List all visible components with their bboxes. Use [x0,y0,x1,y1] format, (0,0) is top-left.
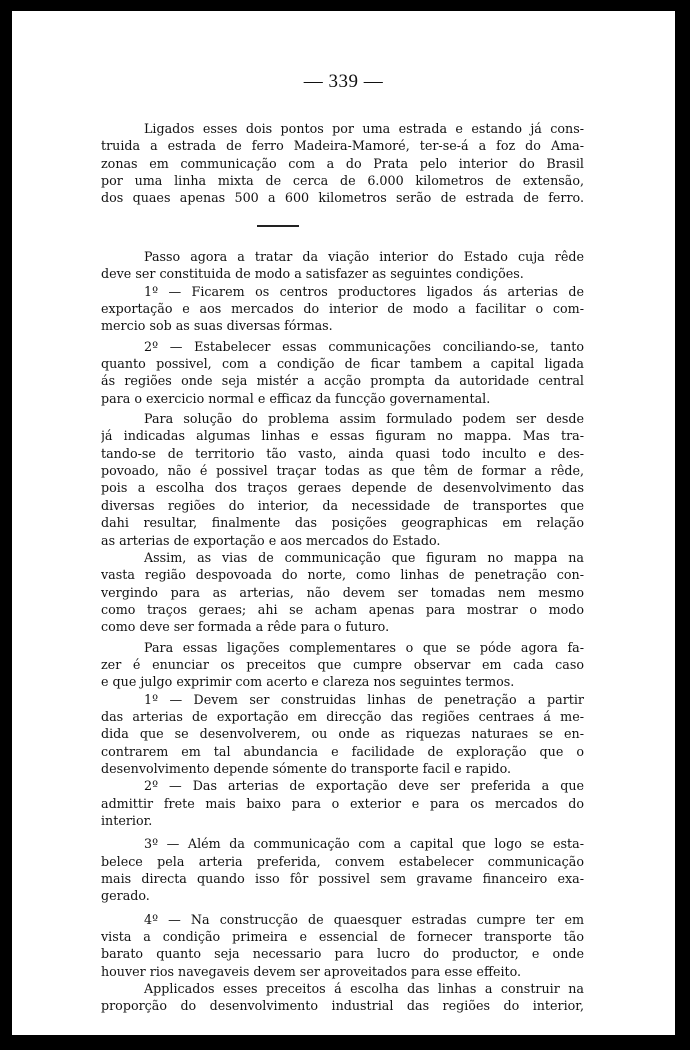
text-line: zonas em communicação com a do Prata pelo interior do Brasil [101,155,584,171]
text-line: 1º — Devem ser construidas linhas de penetração a partir [144,691,584,707]
text-line: para o exercicio normal e efficaz da funcção governamental. [101,390,491,406]
text-line: admittir frete mais baixo para o exterior e para os mercados do [101,795,584,811]
text-line: Passo agora a tratar da viação interior do Estado cuja rêde [144,249,584,264]
text-line: Assim, as vias de communicação que figuram no mappa na [144,549,584,565]
intro-paragraph [101,120,584,207]
text-line: ás regiões onde seja mistér a acção prompta da autoridade central [101,373,584,389]
text-line: vergindo para as arterias, não devem ser tomadas nem mesmo [101,584,584,600]
text-line: 3º — Além da communicação com a capital que logo se esta- [144,836,584,852]
text-line: Para essas ligações complementares o que se póde agora fa- [144,639,584,655]
book-page [12,11,675,1035]
text-line: mais directa quando isso fôr possivel sem gravame financeiro exa- [101,871,584,887]
text-line: contrarem em tal abundancia e facilidade de exploração que o [101,743,584,759]
text-line: truida a estrada de ferro Madeira-Mamoré, ter-se-á a foz do Ama- [101,138,584,154]
text-line: quanto possivel, com a condição de ficar tambem a capital ligada [101,356,584,372]
body-text [101,241,584,1015]
text-line: Ligados esses dois pontos por uma estrada e estando já cons- [144,121,584,136]
text-line: povoado, não é possivel traçar todas as que têm de formar a rêde, [101,463,584,479]
text-line: exportação e aos mercados do interior de modo a facilitar o com- [101,301,584,317]
text-line: Applicados esses preceitos á escolha das linhas a construir na [144,981,584,997]
page-number: — 339 — [303,71,384,92]
text-line: dahi resultar, finalmente das posições geographicas em relação [101,515,584,531]
text-line: mercio sob as suas diversas fórmas. [101,318,333,334]
text-line: proporção do desenvolvimento industrial das regiões do interior, [101,998,584,1014]
text-line: houver rios navegaveis devem ser aproveitados para esse effeito. [101,963,522,979]
text-line: interior. [101,813,153,828]
section-separator [257,225,299,227]
text-line: já indicadas algumas linhas e essas figuram no mappa. Mas tra- [101,428,584,444]
text-line: deve ser constituida de modo a satisfazer as seguintes condições. [101,266,524,282]
text-line: dos quaes apenas 500 a 600 kilometros serão de estrada de ferro. [101,190,584,206]
text-line: 4º — Na construcção de quaesquer estradas cumpre ter em [144,911,584,927]
text-line: 1º — Ficarem os centros productores ligados ás arterias de [144,283,584,299]
text-line: como traços geraes; ahi se acham apenas para mostrar o modo [101,601,584,617]
text-line: dida que se desenvolverem, ou onde as riquezas naturaes se en- [101,726,584,742]
text-line: 2º — Das arterias de exportação deve ser preferida a que [144,778,584,794]
text-line: as arterias de exportação e aos mercados do Estado. [101,532,441,548]
text-line: como deve ser formada a rêde para o futuro. [101,619,390,635]
text-line: zer é enunciar os preceitos que cumpre observar em cada caso [101,656,584,672]
text-line: por uma linha mixta de cerca de 6.000 kilometros de extensão, [101,173,584,189]
text-line: tando-se de territorio tão vasto, ainda quasi todo inculto e des- [101,445,584,461]
text-line: Para solução do problema assim formulado podem ser desde [144,411,584,427]
text-line: belece pela arteria preferida, convem estabelecer communicação [101,853,584,869]
text-line: e que julgo exprimir com acerto e clareza nos seguintes termos. [101,674,515,690]
text-line: diversas regiões do interior, da necessidade de transportes que [101,497,584,513]
text-line: barato quanto seja necessario para lucro do productor, e onde [101,946,584,962]
text-line: gerado. [101,888,150,904]
text-line: 2º — Estabelecer essas communicações conciliando-se, tanto [144,338,584,354]
text-line: vasta região despovoada do norte, como linhas de penetração con- [101,567,584,583]
text-line: vista a condição primeira e essencial de fornecer transporte tão [101,929,584,945]
text-line: das arterias de exportação em direcção das regiões centraes á me- [101,708,584,724]
text-line: desenvolvimento depende sómente do transporte facil e rapido. [101,760,512,776]
text-line: pois a escolha dos traços geraes depende de desenvolvimento das [101,480,584,496]
